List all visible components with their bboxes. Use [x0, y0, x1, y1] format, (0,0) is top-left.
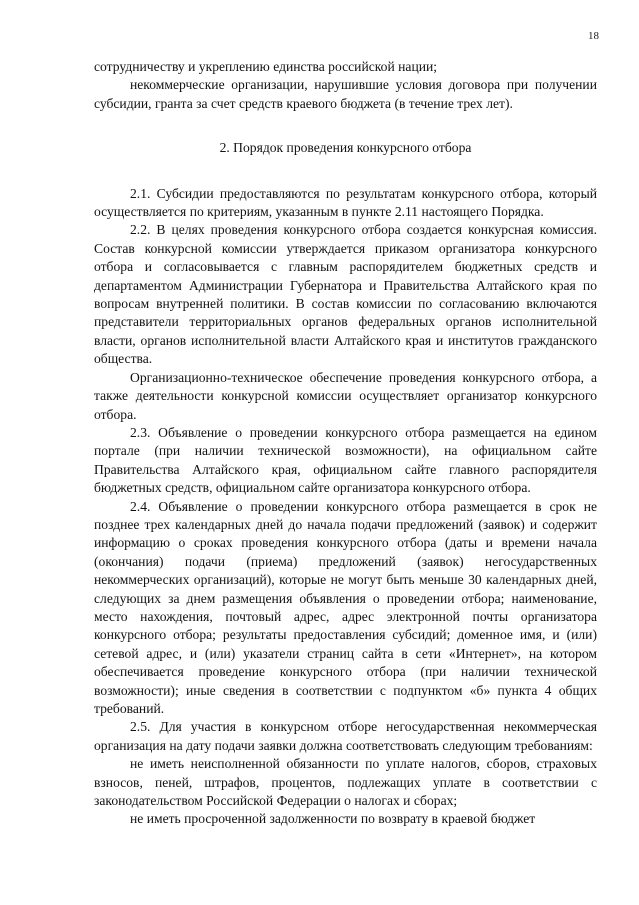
paragraph-2-4: 2.4. Объявление о проведении конкурсного отбора размещается в срок не позднее трех календарных дней до начала подачи предложений (заявок) и содержит информацию о сроках проведения конкурсного отбора (даты и времени начала (окончания) подачи (приема) предложений (заявок) негосударственных некоммерческих организаций), которые не могут быть меньше 30 календарных дней, следующих за днем размещения объявления о проведении отбора; наименование, место нахождения, почтовый адрес, адрес электронной почты организатора конкурсного отбора; результаты предоставления субсидий; доменное имя, и (или) сетевой адрес, и (или) указатели страниц сайта в сети «Интернет», на котором обеспечивается проведение конкурсного отбора (при наличии технической возможности); иные сведения в соответствии с подпунктом «б» пункта 4 общих требований. — [94, 498, 597, 716]
paragraph: некоммерческие организации, нарушившие условия договора при получении субсидии, гранта за счет средств краевого бюджета (в течение трех лет). — [94, 77, 597, 111]
page-number: 18 — [588, 30, 599, 42]
document-body — [94, 58, 597, 829]
section-heading: 2. Порядок проведения конкурсного отбора — [219, 140, 472, 156]
requirement-debt: не иметь просроченной задолженности по возврату в краевой бюджет — [130, 811, 536, 827]
paragraph-2-1: 2.1. Субсидии предоставляются по результатам конкурсного отбора, который осуществляется по критериям, указанным в пункте 2.11 настоящего Порядка. — [94, 185, 597, 220]
requirement-taxes: не иметь неисполненной обязанности по уплате налогов, сборов, страховых взносов, пеней, штрафов, процентов, подлежащих уплате в соответствии с законодательством Российской Федерации о налогах и сборах; — [94, 756, 597, 809]
paragraph-2-5: 2.5. Для участия в конкурсном отборе негосударственная некоммерческая организация на дату подачи заявки должна соответствовать следующим требованиям: — [94, 719, 597, 753]
paragraph-2-3: 2.3. Объявление о проведении конкурсного отбора размещается на едином портале (при наличии технической возможности), на официальном сайте Правительства Алтайского края, официальном сайте главного распорядителя бюджетных средств, официальном сайте организатора конкурсного отбора. — [94, 424, 597, 496]
paragraph-organization: Организационно-техническое обеспечение проведения конкурсного отбора, а также деятельности конкурсной комиссии осуществляет организатор конкурсного отбора. — [94, 369, 597, 422]
paragraph-2-2: 2.2. В целях проведения конкурсного отбора создается конкурсная комиссия. Состав конкурсной комиссии утверждается приказом организатора конкурсного отбора и согласовывается с главным распорядителем бюджетных средств и департаментом Администрации Губернатора и Правительства Алтайского края по вопросам внутренней политики. В состав комиссии по согласованию включаются представители территориальных органов федеральных органов исполнительной власти, органов исполнительной власти Алтайского края и институтов гражданского общества. — [94, 222, 597, 367]
paragraph-continuation: сотрудничеству и укреплению единства российской нации; — [94, 59, 438, 74]
